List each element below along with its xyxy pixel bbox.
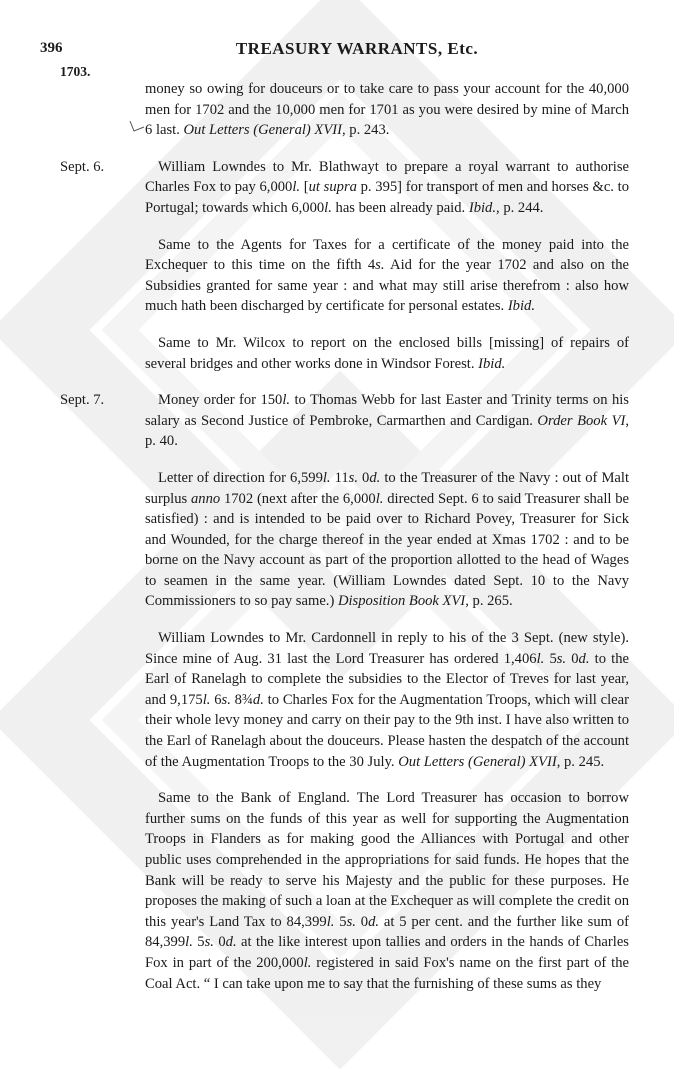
page-header: [0, 36, 674, 64]
text-run: [: [300, 179, 309, 196]
italic-text: Disposition Book XVI: [337, 593, 466, 610]
italic-text: d.: [252, 691, 264, 708]
entry-gap: [145, 374, 629, 390]
italic-text: d.: [225, 934, 237, 951]
italic-text: s.: [348, 469, 358, 486]
entry: [145, 628, 629, 772]
entry-gap: [145, 219, 629, 235]
text-run: directed Sept. 6 to said Treasurer shall be satisfied) : and is intended to be paid over to Richard Povey, Treasurer for Sick and Wounded, for the charge thereof in the year ended at Xmas 1702 : and to be borne on the Navy account as part of the proportion allotted to the head of Wages to seamen in the same year. (William Lowndes dated Sept. 10 to the Navy Commissioners to so pay same.): [145, 490, 630, 610]
entry-text: [145, 235, 629, 317]
text-run: at 5 per cent. and the further like sum of 84,399: [145, 913, 630, 951]
italic-text: Out Letters (General) XVII: [398, 753, 557, 770]
italic-text: l.: [322, 469, 331, 486]
entry: [145, 79, 629, 141]
text-run: Aid for the year 1702 and also on the Subsidies granted for same year : and what may still arise therefrom : also how much hath been discharged by certificate for personal estates.: [145, 257, 630, 315]
italic-text: l.: [282, 392, 291, 409]
italic-text: Ibid.: [507, 298, 535, 315]
margin-year: 1703.: [60, 64, 91, 79]
entry-gap: [145, 141, 629, 157]
italic-text: l.: [202, 691, 211, 708]
text-run: to Thomas Webb for last Easter and Trinity terms on his salary as Second Justice of Pembroke, Carmarthen and Cardigan.: [145, 392, 629, 429]
text-run: has been already paid.: [331, 199, 469, 216]
text-run: Letter of direction for 6,599: [158, 469, 323, 486]
text-run: p. 395] for transport of men and horses &c. to Portugal; towards which 6,000: [145, 179, 629, 216]
text-run: 5: [334, 913, 347, 930]
text-run: Same to the Bank of England. The Lord Treasurer has occasion to borrow further sums on the funds of this year as well for supporting the Augmentation Troops in Flanders as for making good the Alliances with Portugal and other public uses comprehended in the appropriations for said funds. He hopes that the Bank will be ready to serve his Majesty and the public for these purposes. He proposes the making of such a loan at the Exchequer as will complete the credit on this year's Land Tax to 84,399: [145, 790, 629, 930]
entry-text: [145, 390, 629, 452]
text-run: 0: [566, 650, 579, 667]
italic-text: s.: [346, 913, 356, 930]
text-run: to Charles Fox for the Augmentation Troops, which will clear their whole levy money and carry on their pay to the 9th inst. I have also written to the Earl of Ranelagh about the douceurs. Please hasten the despatch of the account of the Augmentation Troops to the 30 July.: [145, 691, 629, 770]
text-run: Same to the Agents for Taxes for a certificate of the money paid into the Exchequer to this time on the fifth 4: [145, 236, 629, 274]
text-run: , p. 245.: [556, 753, 605, 770]
entry: [145, 235, 629, 317]
entry-text: [145, 333, 629, 374]
text-run: 0: [355, 913, 369, 930]
italic-text: Ibid.: [478, 355, 506, 372]
text-run: to the Treasurer of the Navy : out of Malt surplus: [145, 469, 630, 507]
text-run: 11: [330, 469, 349, 486]
italic-text: Out Letters (General) XVII: [183, 122, 342, 139]
entry-text: [145, 628, 629, 772]
italic-text: l.: [536, 650, 545, 667]
italic-text: s.: [375, 257, 385, 274]
text-run: registered in said Fox's name on the first part of the Coal Act. “ I can take upon me to say that the furnishing of these sums as they: [145, 954, 629, 992]
entry: [60, 390, 630, 452]
entry-gap: [145, 612, 629, 628]
text-run: 5: [192, 934, 205, 951]
text-run: Same to Mr. Wilcox to report on the enclosed bills [missing] of repairs of several bridges and other works done in Windsor Forest.: [145, 334, 629, 372]
check-mark-icon: [128, 117, 146, 135]
entry-gap: [145, 317, 629, 333]
text-run: at the like interest upon tallies and orders in the hands of Charles Fox in part of the 200,000: [145, 934, 629, 971]
italic-text: Order Book VI: [537, 412, 626, 429]
margin-date: Sept. 6.: [60, 158, 105, 175]
text-run: , p. 243.: [341, 122, 390, 139]
italic-text: anno: [190, 490, 221, 507]
entries-column: [60, 79, 630, 994]
text-run: 0: [213, 934, 226, 951]
entry-gap: [145, 452, 629, 468]
text-run: 1702 (next after the 6,000: [220, 490, 376, 507]
text-run: , p. 265.: [465, 593, 513, 610]
italic-text: d.: [368, 913, 380, 930]
italic-text: d.: [369, 469, 381, 486]
text-run: , p. 40.: [145, 412, 630, 450]
text-run: , p. 244.: [496, 199, 544, 216]
entry-text: [145, 157, 629, 219]
text-run: William Lowndes to Mr. Cardonnell in reply to his of the 3 Sept. (new style). Since mine of Aug. 31 last the Lord Treasurer has ordered 1,406: [145, 630, 629, 667]
italic-text: l.: [375, 490, 384, 507]
text-run: money so owing for douceurs or to take care to pass your account for the 40,000 men for 1702 and the 10,000 men for 1701 as you were desired by mine of March 6 last.: [145, 81, 629, 139]
entry-text: [145, 79, 629, 141]
italic-text: l.: [326, 913, 335, 930]
entry-gap: [145, 772, 629, 788]
text-run: Money order for 150: [158, 392, 283, 409]
italic-text: Ibid.: [468, 199, 497, 216]
italic-text: l.: [303, 954, 312, 971]
entry: [145, 468, 629, 612]
margin-date: Sept. 7.: [60, 392, 105, 409]
entry-text: [145, 468, 629, 612]
text-run: 0: [358, 469, 370, 486]
entry-text: [145, 788, 629, 994]
text-run: 8¾: [230, 691, 253, 708]
text-run: to the Earl of Ranelagh to complete the subsidies to the Elector of Treves for last year, and 9,175: [145, 650, 630, 708]
italic-text: d.: [578, 650, 590, 667]
text-run: 6: [210, 691, 222, 708]
entry: [145, 333, 629, 374]
text-run: 5: [544, 650, 557, 667]
italic-text: l.: [324, 199, 332, 216]
italic-text: s.: [221, 691, 231, 708]
page-number: 396: [40, 40, 63, 56]
italic-text: ut supra: [308, 179, 357, 196]
entry: [145, 788, 629, 994]
italic-text: s.: [556, 650, 567, 667]
italic-text: l.: [292, 179, 301, 196]
running-title: TREASURY WARRANTS, Etc.: [235, 39, 479, 58]
italic-text: s.: [204, 934, 214, 951]
italic-text: l.: [185, 934, 193, 951]
entry: [60, 157, 629, 219]
text-run: William Lowndes to Mr. Blathwayt to prepare a royal warrant to authorise Charles Fox to pay 6,000: [145, 158, 629, 196]
